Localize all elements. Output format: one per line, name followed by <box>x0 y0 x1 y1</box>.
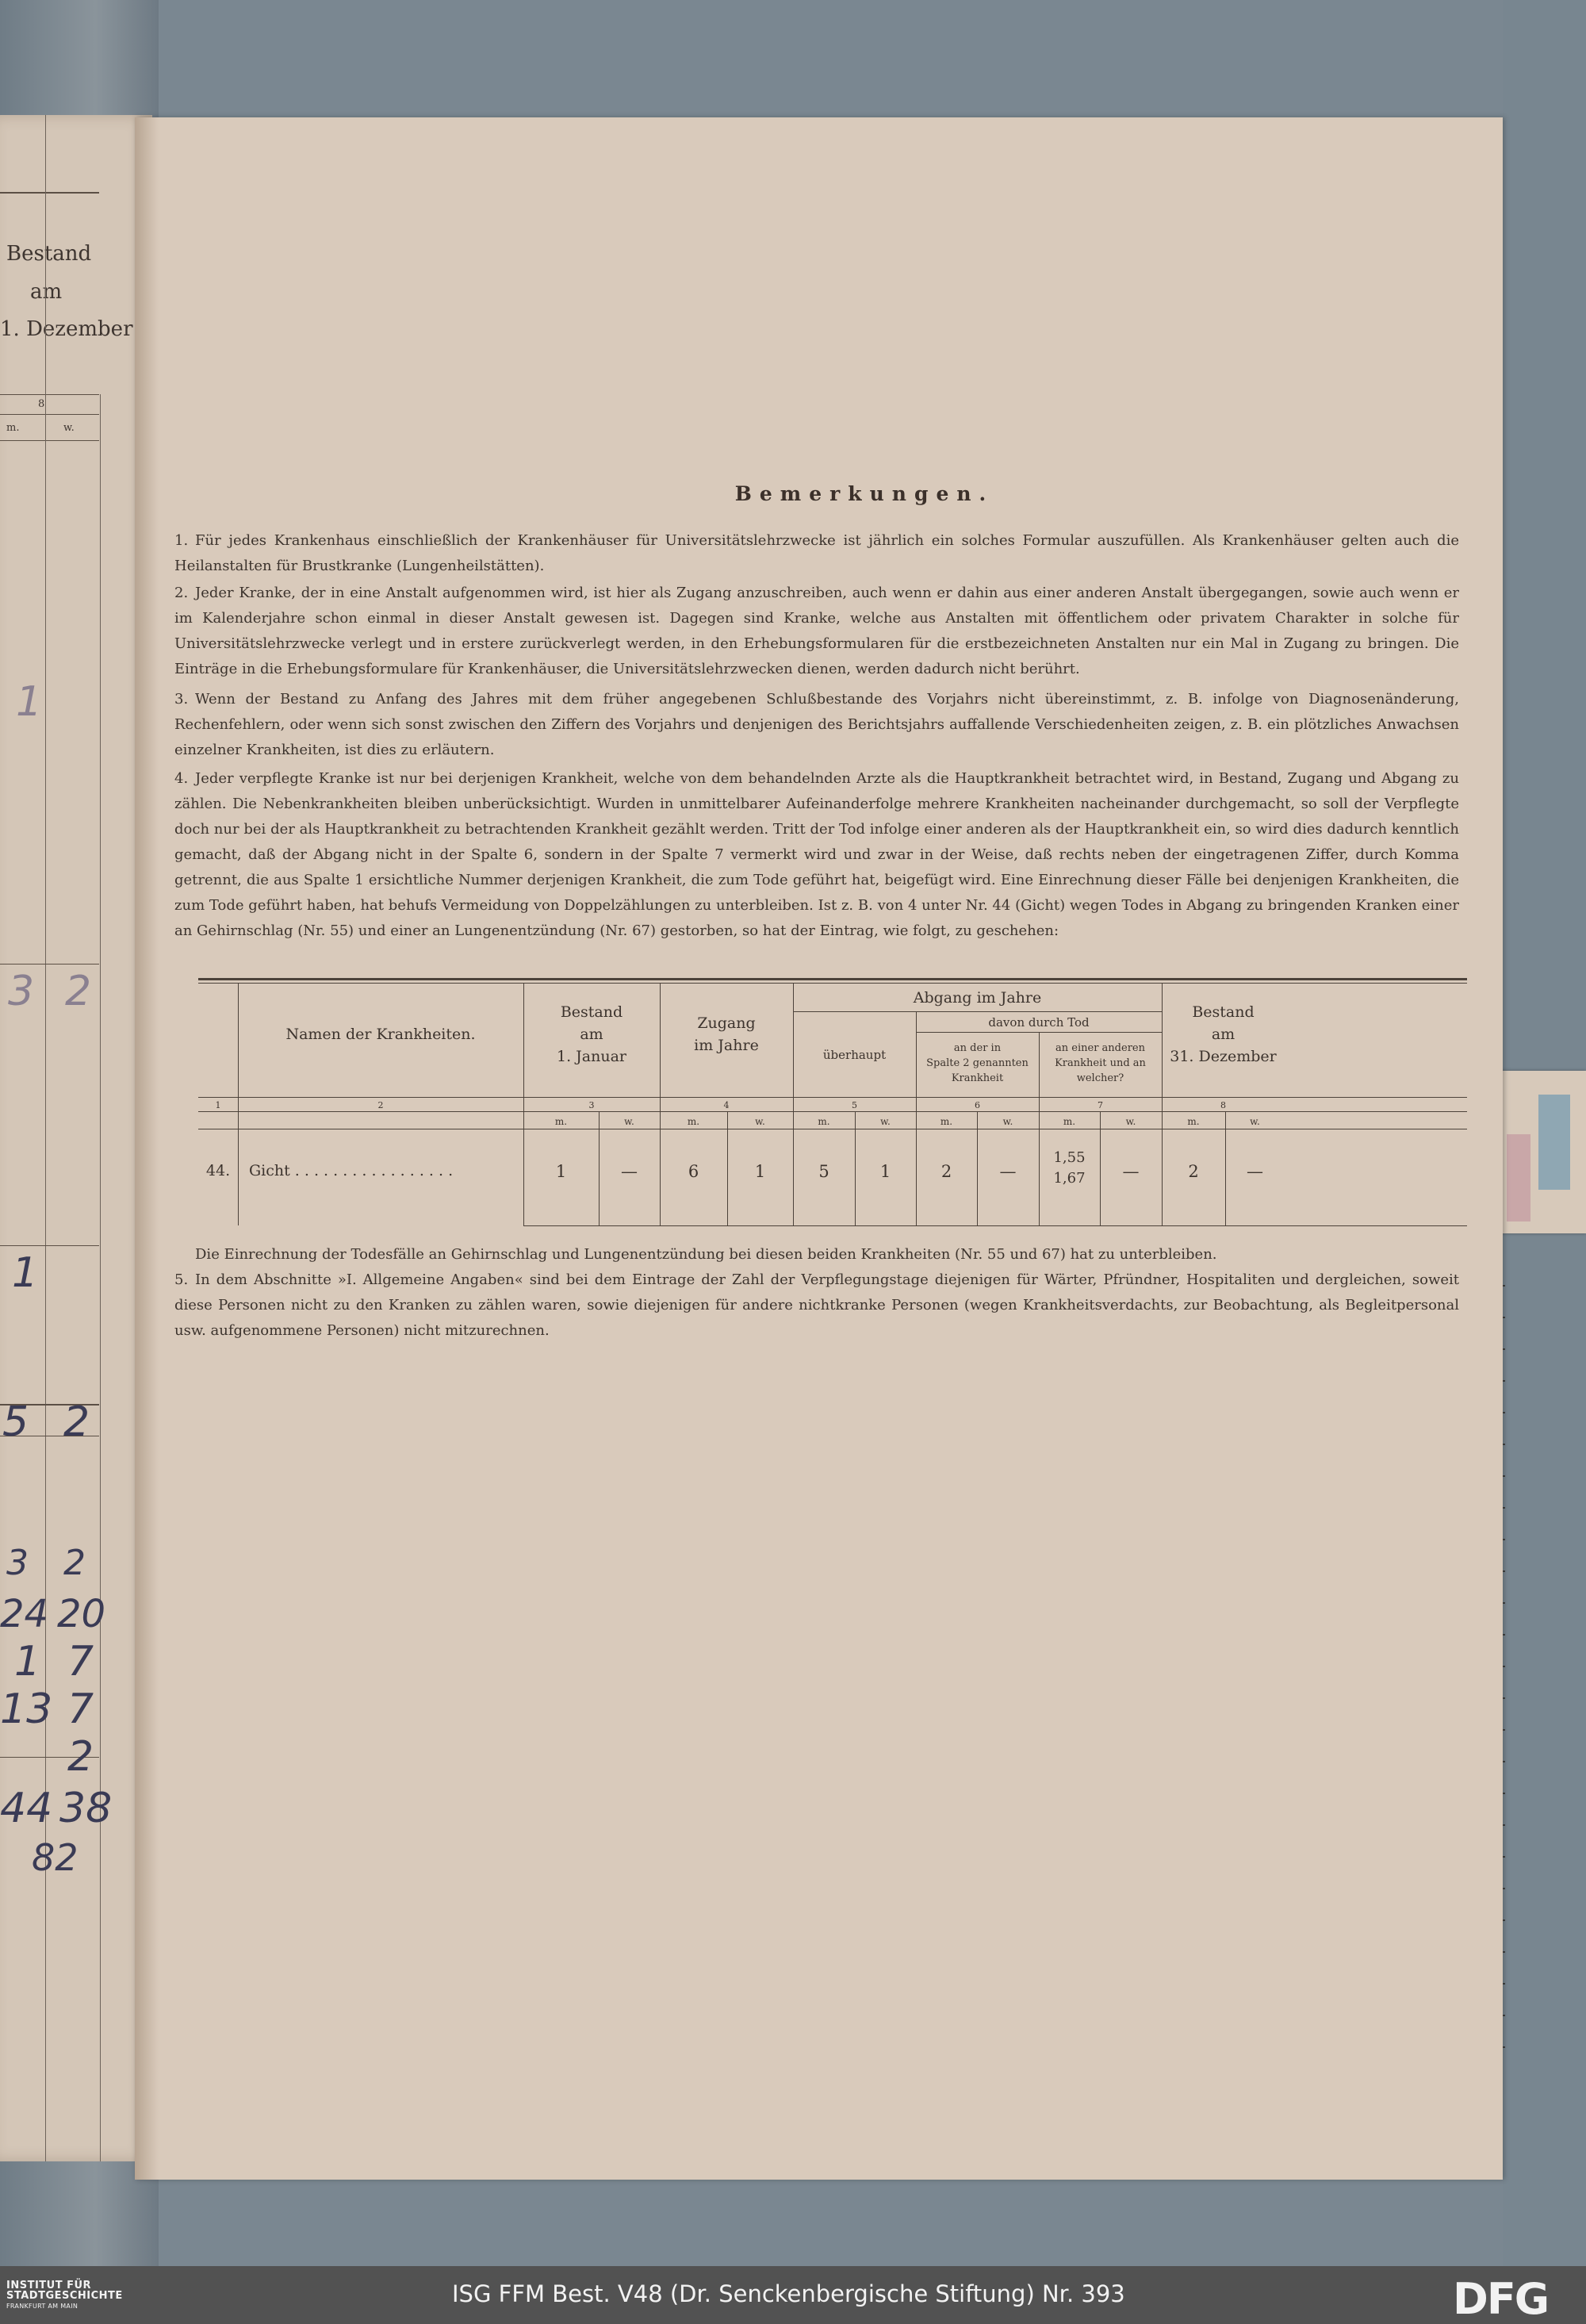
handwritten-number: 1 <box>14 1638 41 1685</box>
handwritten-number: 7 <box>67 1685 94 1733</box>
handwritten-number: 3 <box>8 968 35 1015</box>
cell-zugang-w: 1 <box>754 1162 766 1181</box>
subcol-m: m. <box>940 1116 953 1127</box>
handwritten-number: 13 <box>0 1685 53 1733</box>
header-tod-6-line3: Krankheit <box>951 1072 1004 1084</box>
handwritten-number: 20 <box>57 1592 106 1636</box>
left-subcol-w: w. <box>63 422 75 434</box>
remark-text: Für jedes Krankenhaus einschließlich der Krankenhäuser für Universitätslehrzwecke ist jährlich ein solches Formular auszufüllen. Als Krankenhäuser gelten auch die Heilanstalten für Brustkranke (Lungenheilstätten). <box>174 532 1459 574</box>
column-number: 8 <box>1220 1100 1226 1110</box>
remark-number: 1. <box>174 532 189 549</box>
column-number: 3 <box>588 1100 595 1110</box>
table-rule <box>916 1032 1162 1033</box>
left-header-date: 1. Dezember <box>0 317 133 341</box>
header-abgang: Abgang im Jahre <box>913 989 1042 1007</box>
remark-number: 3. <box>174 691 189 708</box>
row-disease-name: Gicht . . . . . . . . . . . . . . . . . <box>249 1162 454 1179</box>
cell-tod7-m-line1: 1,55 <box>1053 1149 1086 1166</box>
column-number: 1 <box>215 1100 221 1110</box>
left-header-am: am <box>30 280 63 304</box>
page-tab <box>1491 1071 1586 1233</box>
remark-text: In dem Abschnitte »I. Allgemeine Angaben« sind bei dem Eintrage der Zahl der Verpflegungstage diejenigen für Wärter, Pfründner, Hospitaliten und dergleichen, soweit diese Personen nicht zu den Kranken zu zählen waren, sowie diejenigen für andere nichtkranke Personen (wegen Krankheitsverdachts, zur Beobachtung, als Begleitpersonal usw. aufgenommene Personen) nicht mitzurechnen. <box>174 1271 1459 1339</box>
table-rule <box>198 983 1467 984</box>
header-davon: davon durch Tod <box>988 1015 1090 1030</box>
handwritten-number: 1 <box>12 1249 39 1297</box>
table-rule <box>198 1097 1467 1098</box>
handwritten-number: 7 <box>67 1638 94 1685</box>
archive-caption: ISG FFM Best. V48 (Dr. Senckenbergische Stiftung) Nr. 393 <box>452 2280 1125 2307</box>
cell-tod7-w: — <box>1122 1162 1140 1181</box>
subcol-w: w. <box>1002 1116 1013 1127</box>
cell-bestand-end-w: — <box>1247 1162 1263 1181</box>
left-rule <box>0 1245 99 1246</box>
header-tod-7-line1: an einer anderen <box>1055 1042 1145 1054</box>
left-column-number: 8 <box>38 398 45 410</box>
logo-line: STADTGESCHICHTE <box>6 2290 123 2302</box>
column-number: 6 <box>975 1100 980 1110</box>
header-bestand-start-2: am <box>580 1026 603 1043</box>
handwritten-number: 2 <box>63 1398 90 1446</box>
cell-tod6-w: — <box>999 1162 1017 1181</box>
logo-line: INSTITUT FÜR <box>6 2280 92 2291</box>
header-tod-7-line2: Krankheit und an <box>1055 1057 1146 1069</box>
subcol-m: m. <box>554 1116 568 1127</box>
handwritten-number: 2 <box>63 1543 86 1583</box>
tab-layer <box>1538 1095 1570 1190</box>
left-top-rule <box>0 192 99 194</box>
handwritten-number: 24 <box>0 1592 49 1636</box>
cell-zugang-m: 6 <box>688 1162 699 1181</box>
table-rule <box>198 978 1467 980</box>
column-number: 7 <box>1098 1100 1103 1110</box>
header-bestand-end-3: 31. Dezember <box>1170 1048 1277 1065</box>
left-rule <box>0 414 99 415</box>
header-bestand-end-1: Bestand <box>1192 1003 1255 1021</box>
cell-bestand-m: 1 <box>555 1162 567 1181</box>
remark-2 <box>174 581 1459 682</box>
header-tod-6-line1: an der in <box>953 1042 1002 1054</box>
cell-abgang-m: 5 <box>818 1162 829 1181</box>
header-ueberhaupt: überhaupt <box>822 1048 887 1062</box>
remark-number: 5. <box>174 1271 189 1288</box>
cell-bestand-w: — <box>621 1162 638 1181</box>
table-rule <box>523 1225 1467 1226</box>
row-number: 44. <box>205 1162 231 1179</box>
subcol-m: m. <box>1063 1116 1076 1127</box>
logo-line: FRANKFURT AM MAIN <box>6 2303 79 2310</box>
header-bestand-start-3: 1. Januar <box>557 1048 626 1065</box>
subcol-m: m. <box>1187 1116 1200 1127</box>
subcol-w: w. <box>1125 1116 1136 1127</box>
footer-bar <box>0 2266 1586 2324</box>
example-table <box>198 978 1467 1232</box>
remark-text: Jeder verpflegte Kranke ist nur bei derjenigen Krankheit, welche von dem behandelnden Arzte als die Hauptkrankheit betrachtet wird, in Bestand, Zugang und Abgang zu zählen. Die Nebenkrankheiten bleiben unberücksichtigt. Wurden in unmittelbarer Aufeinanderfolge mehrere Krankheiten nacheinander durchgemacht, so soll der Verpflegte doch nur bei der als Hauptkrankheit zu betrachtenden Krankheit gezählt werden. Tritt der Tod infolge einer anderen als der Hauptkrankheit ein, so wird dies dadurch kenntlich gemacht, daß der Abgang nicht in der Spalte 6, sondern in der Spalte 7 vermerkt wird und zwar in der Weise, daß rechts neben der eingetragenen Ziffer, durch Komma getrennt, die aus Spalte 1 ersichtliche Nummer derjenigen Krankheit, die zum Tode geführt hat, beigefügt wird. Eine Einrechnung dieser Fälle bei denjenigen Krankheiten, die zum Tode geführt haben, hat behufs Vermeidung von Doppelzählungen zu unterbleiben. Ist z. B. von 4 unter Nr. 44 (Gicht) wegen Todes in Abgang zu bringenden Kranken einer an Gehirnschlag (Nr. 55) und einer an Lungenentzündung (Nr. 67) gestorben, so hat der Eintrag, wie folgt, zu geschehen: <box>174 770 1459 939</box>
remark-4 <box>174 766 1459 944</box>
left-page-fragment <box>0 115 152 2161</box>
remark-text: Wenn der Bestand zu Anfang des Jahres mit dem früher angegebenen Schlußbestande des Vorjahrs nicht übereinstimmt, z. B. infolge von Diagnosenänderung, Rechenfehlern, oder wenn sich sonst zwischen den Ziffern des Vorjahrs und denjenigen des Berichtsjahrs auffallende Verschiedenheiten zeigen, z. B. ein plötzliches Anwachsen einzelner Krankheiten, ist dies zu erläutern. <box>174 691 1459 758</box>
remark-3 <box>174 687 1459 763</box>
subcol-w: w. <box>1250 1116 1260 1127</box>
column-number: 2 <box>377 1100 384 1110</box>
header-zugang-2: im Jahre <box>694 1037 759 1054</box>
handwritten-number: 38 <box>59 1785 113 1832</box>
header-tod-6-line2: Spalte 2 genannten <box>926 1057 1029 1069</box>
column-number: 5 <box>852 1100 857 1110</box>
dfg-logo: DFG <box>1453 2274 1549 2324</box>
left-subcol-m: m. <box>6 422 20 434</box>
handwritten-number: 3 <box>6 1543 29 1583</box>
header-bestand-end-2: am <box>1211 1026 1235 1043</box>
handwritten-number: 44 <box>0 1785 53 1832</box>
left-rule <box>0 440 99 441</box>
header-tod-7-line3: welcher? <box>1076 1072 1124 1084</box>
remark-5 <box>174 1267 1459 1344</box>
remark-text: Jeder Kranke, der in eine Anstalt aufgenommen wird, ist hier als Zugang anzuschreiben, auch wenn er dahin aus einer anderen Anstalt übergegangen, sowie auch wenn er im Kalenderjahre schon einmal in dieser Anstalt gewesen ist. Dagegen sind Kranke, welche aus Anstalten mit öffentlichem oder privatem Charakter in solche für Universitätslehrzwecke verlegt und in erstere zurückverlegt werden, in den Erhebungsformularen für die erstbezeichneten Anstalten nur ein Mal in Zugang zu bringen. Die Einträge in die Erhebungsformulare für Krankenhäuser, die Universitätslehrzwecken dienen, werden dadurch nicht berührt. <box>174 585 1459 677</box>
cell-tod6-m: 2 <box>940 1162 952 1181</box>
remark-number: 4. <box>174 770 189 787</box>
remark-1 <box>174 528 1459 579</box>
cell-abgang-w: 1 <box>879 1162 891 1181</box>
handwritten-number: 82 <box>32 1836 79 1879</box>
table-rule <box>793 1011 1162 1012</box>
subcol-w: w. <box>624 1116 634 1127</box>
handwritten-number: 5 <box>2 1398 29 1446</box>
remark-number: 2. <box>174 585 189 601</box>
document-page <box>135 117 1503 2180</box>
handwritten-number: 2 <box>67 1733 94 1781</box>
subcol-m: m. <box>687 1116 700 1127</box>
institute-logo <box>6 2280 157 2311</box>
subcol-m: m. <box>818 1116 830 1127</box>
subcol-w: w. <box>880 1116 891 1127</box>
page-title: Bemerkungen. <box>734 482 994 505</box>
header-bestand-start-1: Bestand <box>560 1003 623 1021</box>
tab-layer <box>1507 1134 1530 1221</box>
handwritten-number: 1 <box>16 678 43 726</box>
left-header-bestand: Bestand <box>6 242 92 266</box>
header-zugang-1: Zugang <box>697 1014 756 1032</box>
cell-tod7-m-line2: 1,67 <box>1053 1170 1086 1187</box>
cell-bestand-end-m: 2 <box>1188 1162 1199 1181</box>
after-table-note: Die Einrechnung der Todesfälle an Gehirnschlag und Lungenentzündung bei diesen beiden Krankheiten (Nr. 55 und 67) hat zu unterbleiben. <box>195 1246 1217 1263</box>
column-number: 4 <box>723 1100 730 1110</box>
left-column-divider <box>100 394 101 2161</box>
left-rule <box>0 394 99 395</box>
subcol-w: w. <box>755 1116 765 1127</box>
handwritten-number: 2 <box>65 968 92 1015</box>
header-names: Namen der Krankheiten. <box>285 1026 476 1043</box>
